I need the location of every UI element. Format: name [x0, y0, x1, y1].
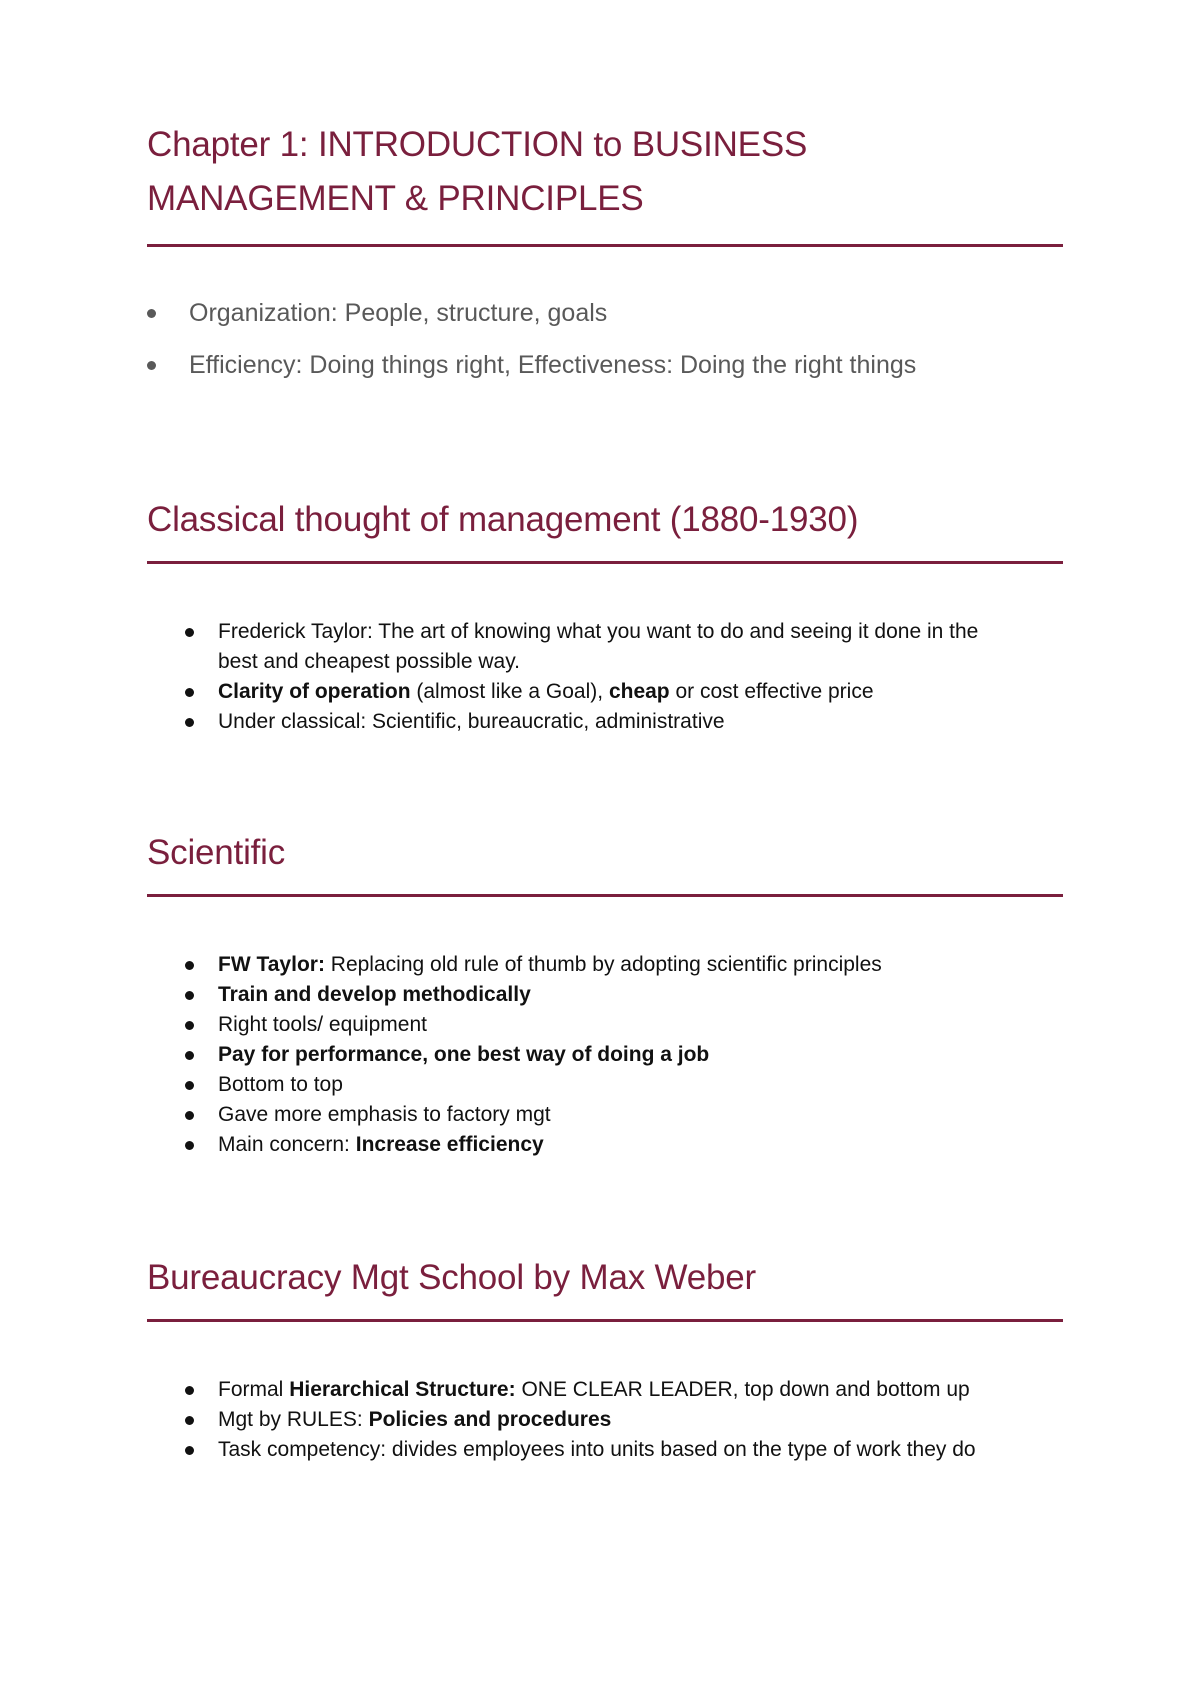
bureaucracy-item-hierarchy — [147, 1375, 1063, 1405]
classical-item-taylor-line-1: Frederick Taylor: The art of knowing what you want to do and seeing it done in the — [218, 620, 979, 643]
scientific-item-tools — [147, 1010, 1063, 1040]
classical-section — [147, 493, 1063, 737]
under-classical-text: Under classical: Scientific, bureaucratic, administrative — [218, 710, 725, 733]
clarity-bold: Clarity of operation — [218, 680, 411, 703]
classical-item-clarity — [147, 677, 1063, 707]
bullet-icon — [185, 628, 194, 637]
main-concern-bold: Increase efficiency — [355, 1133, 544, 1156]
chapter-title-line-1: Chapter 1: INTRODUCTION to BUSINESS — [147, 125, 808, 164]
classical-list — [147, 617, 1063, 737]
scientific-item-main-concern — [147, 1130, 1063, 1160]
main-concern-prefix: Main concern: — [218, 1133, 356, 1156]
cheap-bold: cheap — [608, 680, 670, 703]
bullet-icon — [147, 309, 156, 318]
bullet-icon — [185, 688, 194, 697]
bullet-icon — [185, 961, 194, 970]
bullet-icon — [185, 991, 194, 1000]
task-text: Task competency: divides employees into units based on the type of work they do — [218, 1438, 976, 1461]
intro-item-text: Organization: People, structure, goals — [189, 299, 608, 327]
scientific-item-pay — [147, 1040, 1063, 1070]
scientific-item-fw-taylor — [147, 950, 1063, 980]
classical-item-under-classical — [147, 707, 1063, 737]
title-divider — [147, 244, 1063, 247]
bureaucracy-heading: Bureaucracy Mgt School by Max Weber — [147, 1258, 757, 1297]
intro-item-organization — [147, 287, 1063, 339]
hierarchy-prefix: Formal — [218, 1378, 290, 1401]
bottom-to-top-text: Bottom to top — [218, 1073, 343, 1096]
classical-item-taylor — [147, 617, 1063, 677]
scientific-item-factory — [147, 1100, 1063, 1130]
rules-prefix: Mgt by RULES: — [218, 1408, 369, 1431]
chapter-title-section — [147, 118, 1063, 391]
scientific-section — [147, 826, 1063, 1160]
classical-item-taylor-line-2: best and cheapest possible way. — [218, 650, 520, 673]
fw-taylor-bold: FW Taylor: — [218, 953, 325, 976]
bullet-icon — [185, 1081, 194, 1090]
bullet-icon — [185, 1051, 194, 1060]
chapter-title-line-2: MANAGEMENT & PRINCIPLES — [147, 179, 644, 218]
bullet-icon — [147, 361, 156, 370]
pay-bold: Pay for performance, one best way of doing a job — [218, 1043, 710, 1066]
bullet-icon — [185, 1416, 194, 1425]
bureaucracy-divider — [147, 1319, 1063, 1322]
chapter-title — [147, 118, 1063, 226]
scientific-heading: Scientific — [147, 833, 286, 872]
factory-text: Gave more emphasis to factory mgt — [218, 1103, 551, 1126]
bureaucracy-section — [147, 1251, 1063, 1465]
bureaucracy-list — [147, 1375, 1063, 1465]
bureaucracy-item-rules — [147, 1405, 1063, 1435]
classical-heading: Classical thought of management (1880-1930) — [147, 500, 859, 539]
fw-taylor-text: Replacing old rule of thumb by adopting scientific principles — [324, 953, 882, 976]
bullet-icon — [185, 1111, 194, 1120]
scientific-divider — [147, 894, 1063, 897]
bullet-icon — [185, 1386, 194, 1395]
intro-list — [147, 287, 1063, 391]
bureaucracy-item-task — [147, 1435, 1063, 1465]
scientific-item-bottom-to-top — [147, 1070, 1063, 1100]
train-bold: Train and develop methodically — [218, 983, 531, 1006]
intro-item-text: Efficiency: Doing things right, Effectiveness: Doing the right things — [189, 351, 917, 379]
bullet-icon — [185, 1021, 194, 1030]
tools-text: Right tools/ equipment — [218, 1013, 427, 1036]
bullet-icon — [185, 1446, 194, 1455]
bullet-icon — [185, 1141, 194, 1150]
price-text: or cost effective price — [669, 680, 874, 703]
clarity-text: (almost like a Goal), — [410, 680, 609, 703]
scientific-item-train — [147, 980, 1063, 1010]
bullet-icon — [185, 718, 194, 727]
intro-item-efficiency — [147, 339, 1063, 391]
hierarchy-text: ONE CLEAR LEADER, top down and bottom up — [515, 1378, 970, 1401]
hierarchy-bold: Hierarchical Structure: — [289, 1378, 516, 1401]
classical-divider — [147, 561, 1063, 564]
scientific-list — [147, 950, 1063, 1160]
rules-bold: Policies and procedures — [368, 1408, 612, 1431]
